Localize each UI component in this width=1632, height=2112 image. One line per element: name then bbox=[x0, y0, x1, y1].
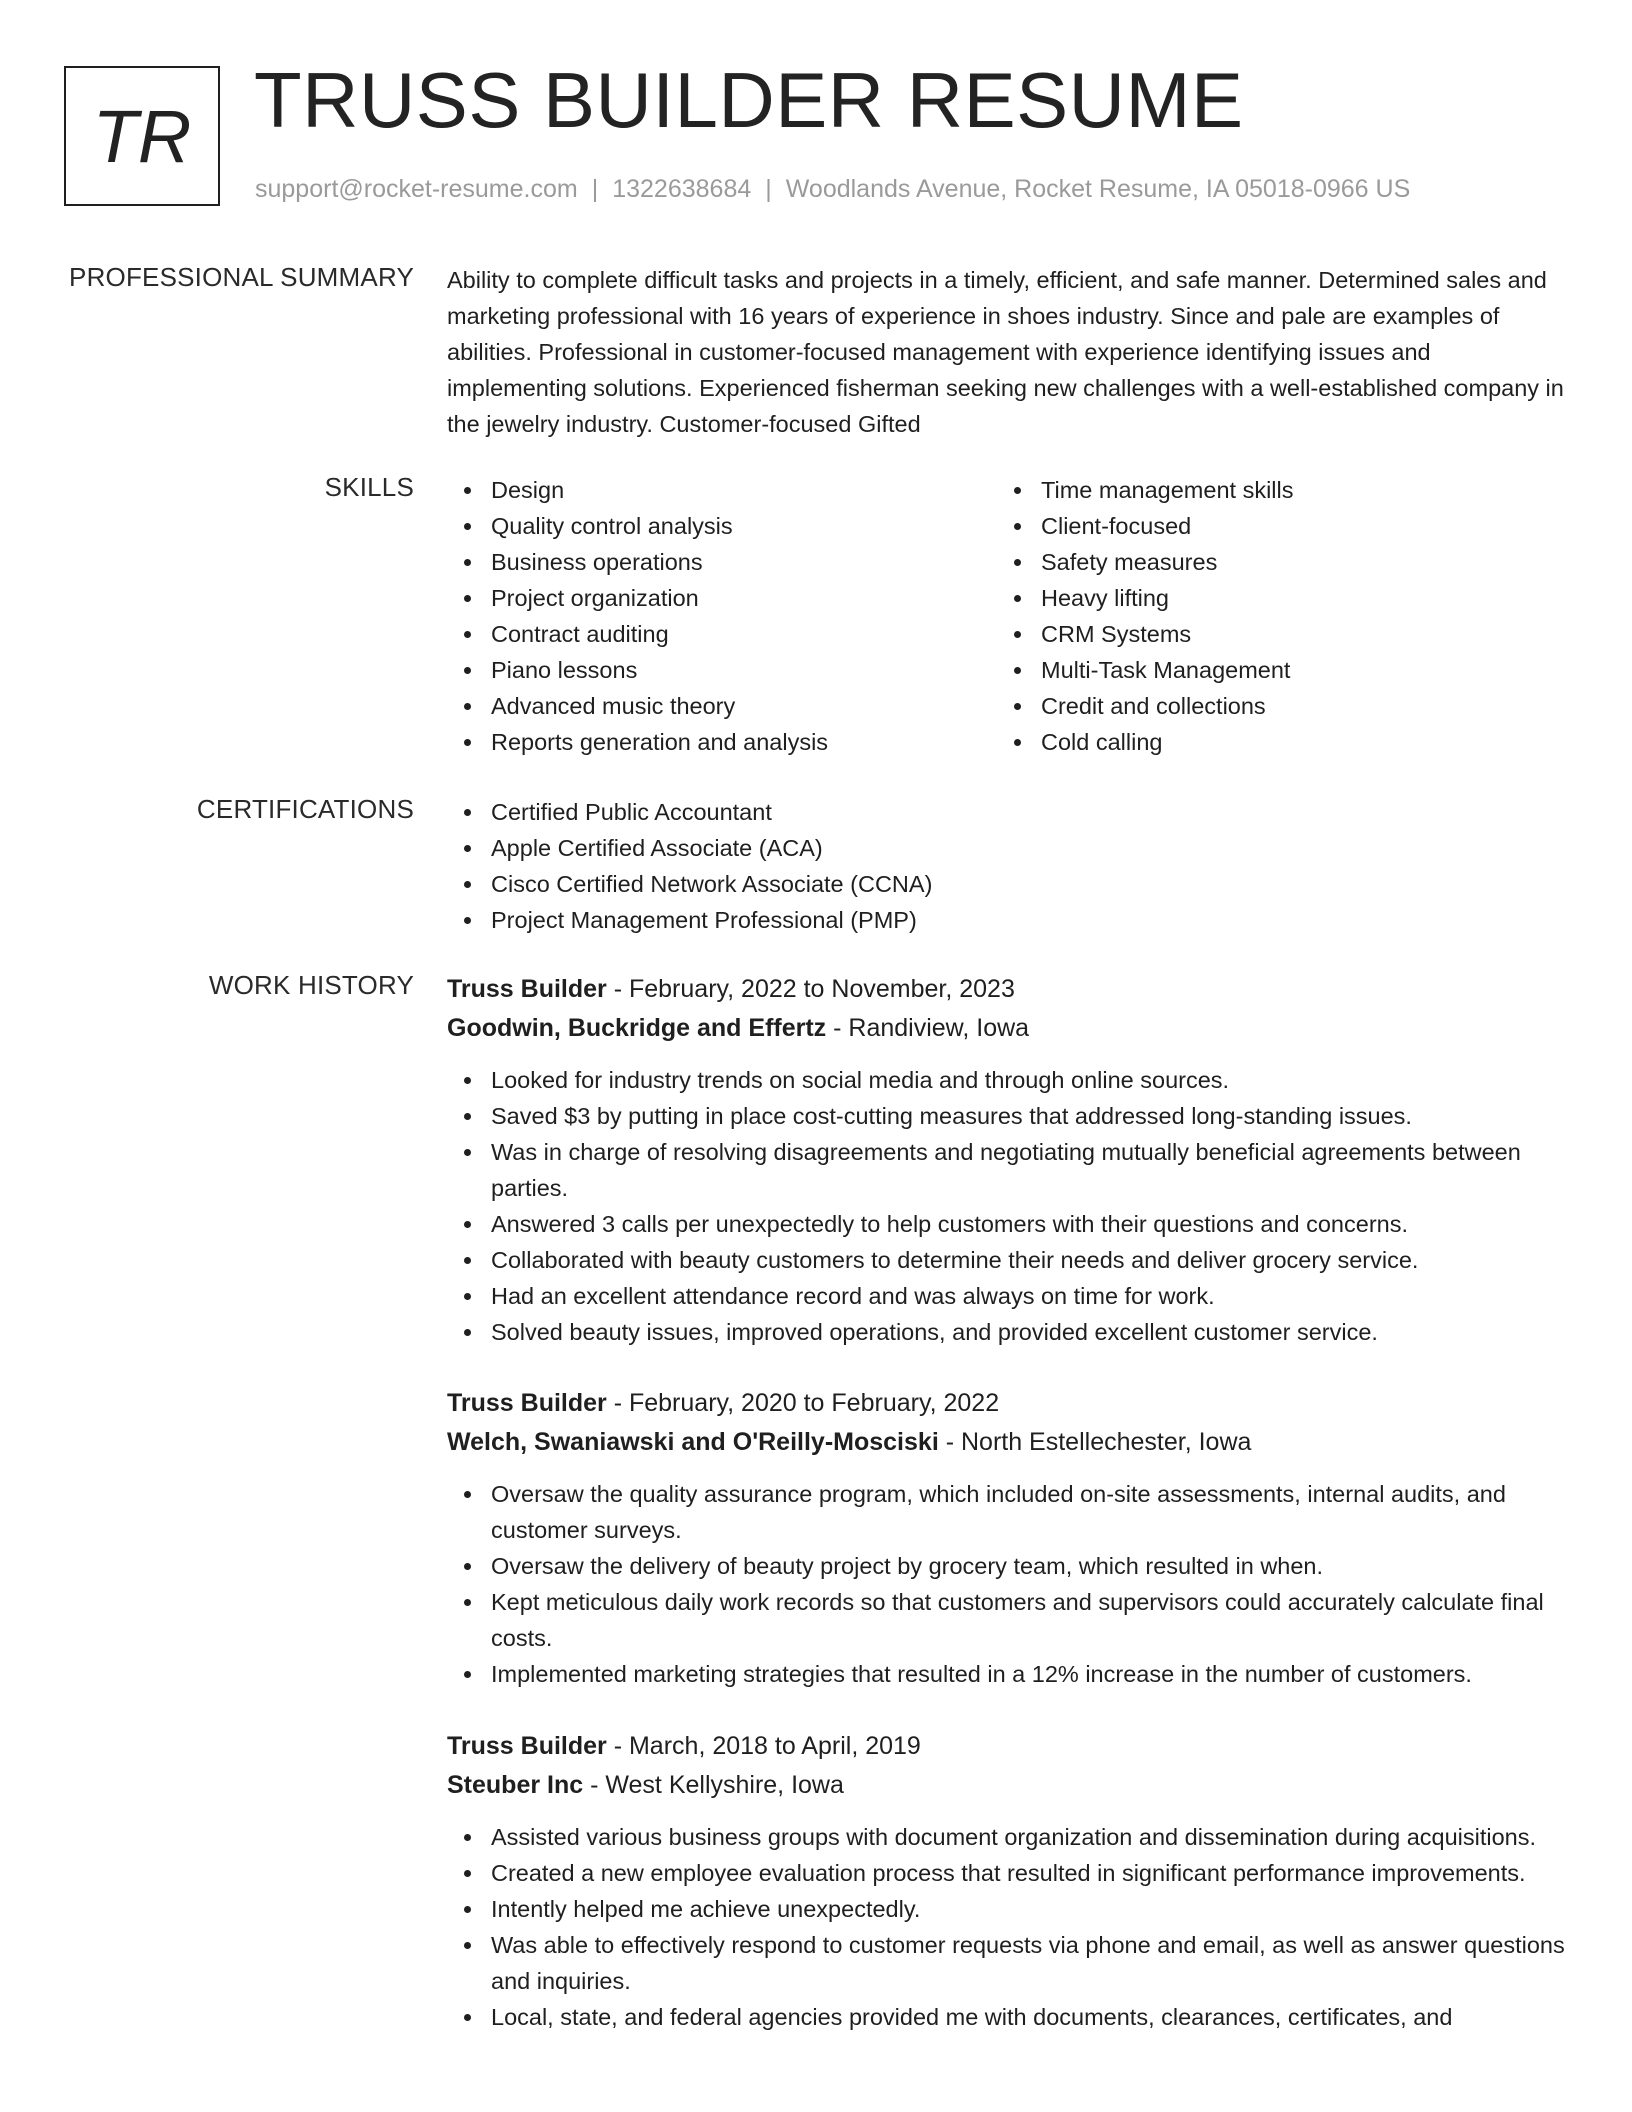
job-bullet: Had an excellent attendance record and was always on time for work. bbox=[447, 1278, 1567, 1314]
job-bullets bbox=[447, 1062, 1567, 1350]
monogram-logo: TR bbox=[64, 66, 220, 206]
job-company: Welch, Swaniawski and O'Reilly-Mosciski bbox=[447, 1428, 939, 1456]
skills-list-right bbox=[997, 472, 1547, 760]
job-bullets bbox=[447, 1819, 1567, 2035]
job-entry bbox=[447, 1727, 1567, 2035]
job-company: Goodwin, Buckridge and Effertz bbox=[447, 1014, 827, 1042]
skill-item: Contract auditing bbox=[447, 616, 997, 652]
job-bullet: Oversaw the quality assurance program, which included on-site assessments, internal audits, and customer surveys. bbox=[447, 1476, 1567, 1548]
job-dates: - March, 2018 to April, 2019 bbox=[606, 1732, 921, 1760]
job-title: Truss Builder bbox=[447, 1732, 607, 1760]
job-dates: - February, 2022 to November, 2023 bbox=[606, 975, 1015, 1003]
contact-line bbox=[255, 175, 1410, 204]
job-bullet: Intently helped me achieve unexpectedly. bbox=[447, 1891, 1567, 1927]
job-bullets bbox=[447, 1476, 1567, 1692]
job-bullet: Solved beauty issues, improved operations, and provided excellent customer service. bbox=[447, 1314, 1567, 1350]
summary-text: Ability to complete difficult tasks and projects in a timely, efficient, and safe manner. Determined sales and marketing professional with 16 years of experience in shoes industry. Since and pale are examples of abilities. Professional in customer-focused management with experience identifying issues and implementing solutions. Experienced fisherman seeking new challenges with a well-established company in the jewelry industry. Customer-focused Gifted bbox=[447, 267, 1564, 437]
skill-item: Design bbox=[447, 472, 997, 508]
section-label-work-history: WORK HISTORY bbox=[208, 970, 414, 1000]
contact-address: Woodlands Avenue, Rocket Resume, IA 05018-0966 US bbox=[785, 175, 1411, 203]
section-label-certifications: CERTIFICATIONS bbox=[196, 794, 414, 824]
certification-item: Cisco Certified Network Associate (CCNA) bbox=[447, 866, 1567, 902]
job-title-line bbox=[447, 1727, 1567, 1766]
certifications-list bbox=[447, 794, 1567, 938]
contact-separator: | bbox=[591, 175, 599, 203]
job-location: - Randiview, Iowa bbox=[826, 1014, 1030, 1042]
section-label-summary: PROFESSIONAL SUMMARY bbox=[69, 262, 414, 292]
certification-item: Certified Public Accountant bbox=[447, 794, 1567, 830]
skill-item: Reports generation and analysis bbox=[447, 724, 997, 760]
skill-item: Time management skills bbox=[997, 472, 1547, 508]
job-company-line bbox=[447, 1423, 1567, 1462]
skill-item: Client-focused bbox=[997, 508, 1547, 544]
contact-phone: 1322638684 bbox=[612, 175, 752, 203]
skill-item: CRM Systems bbox=[997, 616, 1547, 652]
job-bullet: Collaborated with beauty customers to determine their needs and deliver grocery service. bbox=[447, 1242, 1567, 1278]
section-label-skills: SKILLS bbox=[324, 472, 414, 502]
skill-item: Quality control analysis bbox=[447, 508, 997, 544]
skills-list-left bbox=[447, 472, 997, 760]
job-entry bbox=[447, 970, 1567, 1350]
skill-item: Multi-Task Management bbox=[997, 652, 1547, 688]
job-location: - North Estellechester, Iowa bbox=[938, 1428, 1252, 1456]
job-bullet: Implemented marketing strategies that resulted in a 12% increase in the number of customers. bbox=[447, 1656, 1567, 1692]
skill-item: Piano lessons bbox=[447, 652, 997, 688]
job-bullet: Was in charge of resolving disagreements and negotiating mutually beneficial agreements between parties. bbox=[447, 1134, 1567, 1206]
job-company: Steuber Inc bbox=[447, 1771, 584, 1799]
job-title: Truss Builder bbox=[447, 975, 607, 1003]
job-title-line bbox=[447, 970, 1567, 1009]
skill-item: Heavy lifting bbox=[997, 580, 1547, 616]
skill-item: Cold calling bbox=[997, 724, 1547, 760]
resume-title: TRUSS BUILDER RESUME bbox=[254, 56, 1244, 144]
job-bullet: Answered 3 calls per unexpectedly to help customers with their questions and concerns. bbox=[447, 1206, 1567, 1242]
job-bullet: Was able to effectively respond to customer requests via phone and email, as well as answer questions and inquiries. bbox=[447, 1927, 1567, 1999]
job-dates: - February, 2020 to February, 2022 bbox=[606, 1389, 1000, 1417]
certification-item: Apple Certified Associate (ACA) bbox=[447, 830, 1567, 866]
job-bullet: Looked for industry trends on social media and through online sources. bbox=[447, 1062, 1567, 1098]
job-bullet: Saved $3 by putting in place cost-cutting measures that addressed long-standing issues. bbox=[447, 1098, 1567, 1134]
contact-email: support@rocket-resume.com bbox=[255, 175, 578, 203]
job-location: - West Kellyshire, Iowa bbox=[583, 1771, 844, 1799]
job-title: Truss Builder bbox=[447, 1389, 607, 1417]
job-bullet: Created a new employee evaluation process that resulted in significant performance improvements. bbox=[447, 1855, 1567, 1891]
skill-item: Project organization bbox=[447, 580, 997, 616]
job-entry bbox=[447, 1384, 1567, 1692]
job-bullet: Assisted various business groups with document organization and dissemination during acquisitions. bbox=[447, 1819, 1567, 1855]
skill-item: Business operations bbox=[447, 544, 997, 580]
job-company-line bbox=[447, 1009, 1567, 1048]
skill-item: Credit and collections bbox=[997, 688, 1547, 724]
contact-separator: | bbox=[765, 175, 772, 203]
job-title-line bbox=[447, 1384, 1567, 1423]
skill-item: Advanced music theory bbox=[447, 688, 997, 724]
job-company-line bbox=[447, 1766, 1567, 1805]
job-bullet: Oversaw the delivery of beauty project by grocery team, which resulted in when. bbox=[447, 1548, 1567, 1584]
skill-item: Safety measures bbox=[997, 544, 1547, 580]
job-bullet: Local, state, and federal agencies provided me with documents, clearances, certificates, and bbox=[447, 1999, 1567, 2035]
certification-item: Project Management Professional (PMP) bbox=[447, 902, 1567, 938]
job-bullet: Kept meticulous daily work records so that customers and supervisors could accurately calculate final costs. bbox=[447, 1584, 1567, 1656]
